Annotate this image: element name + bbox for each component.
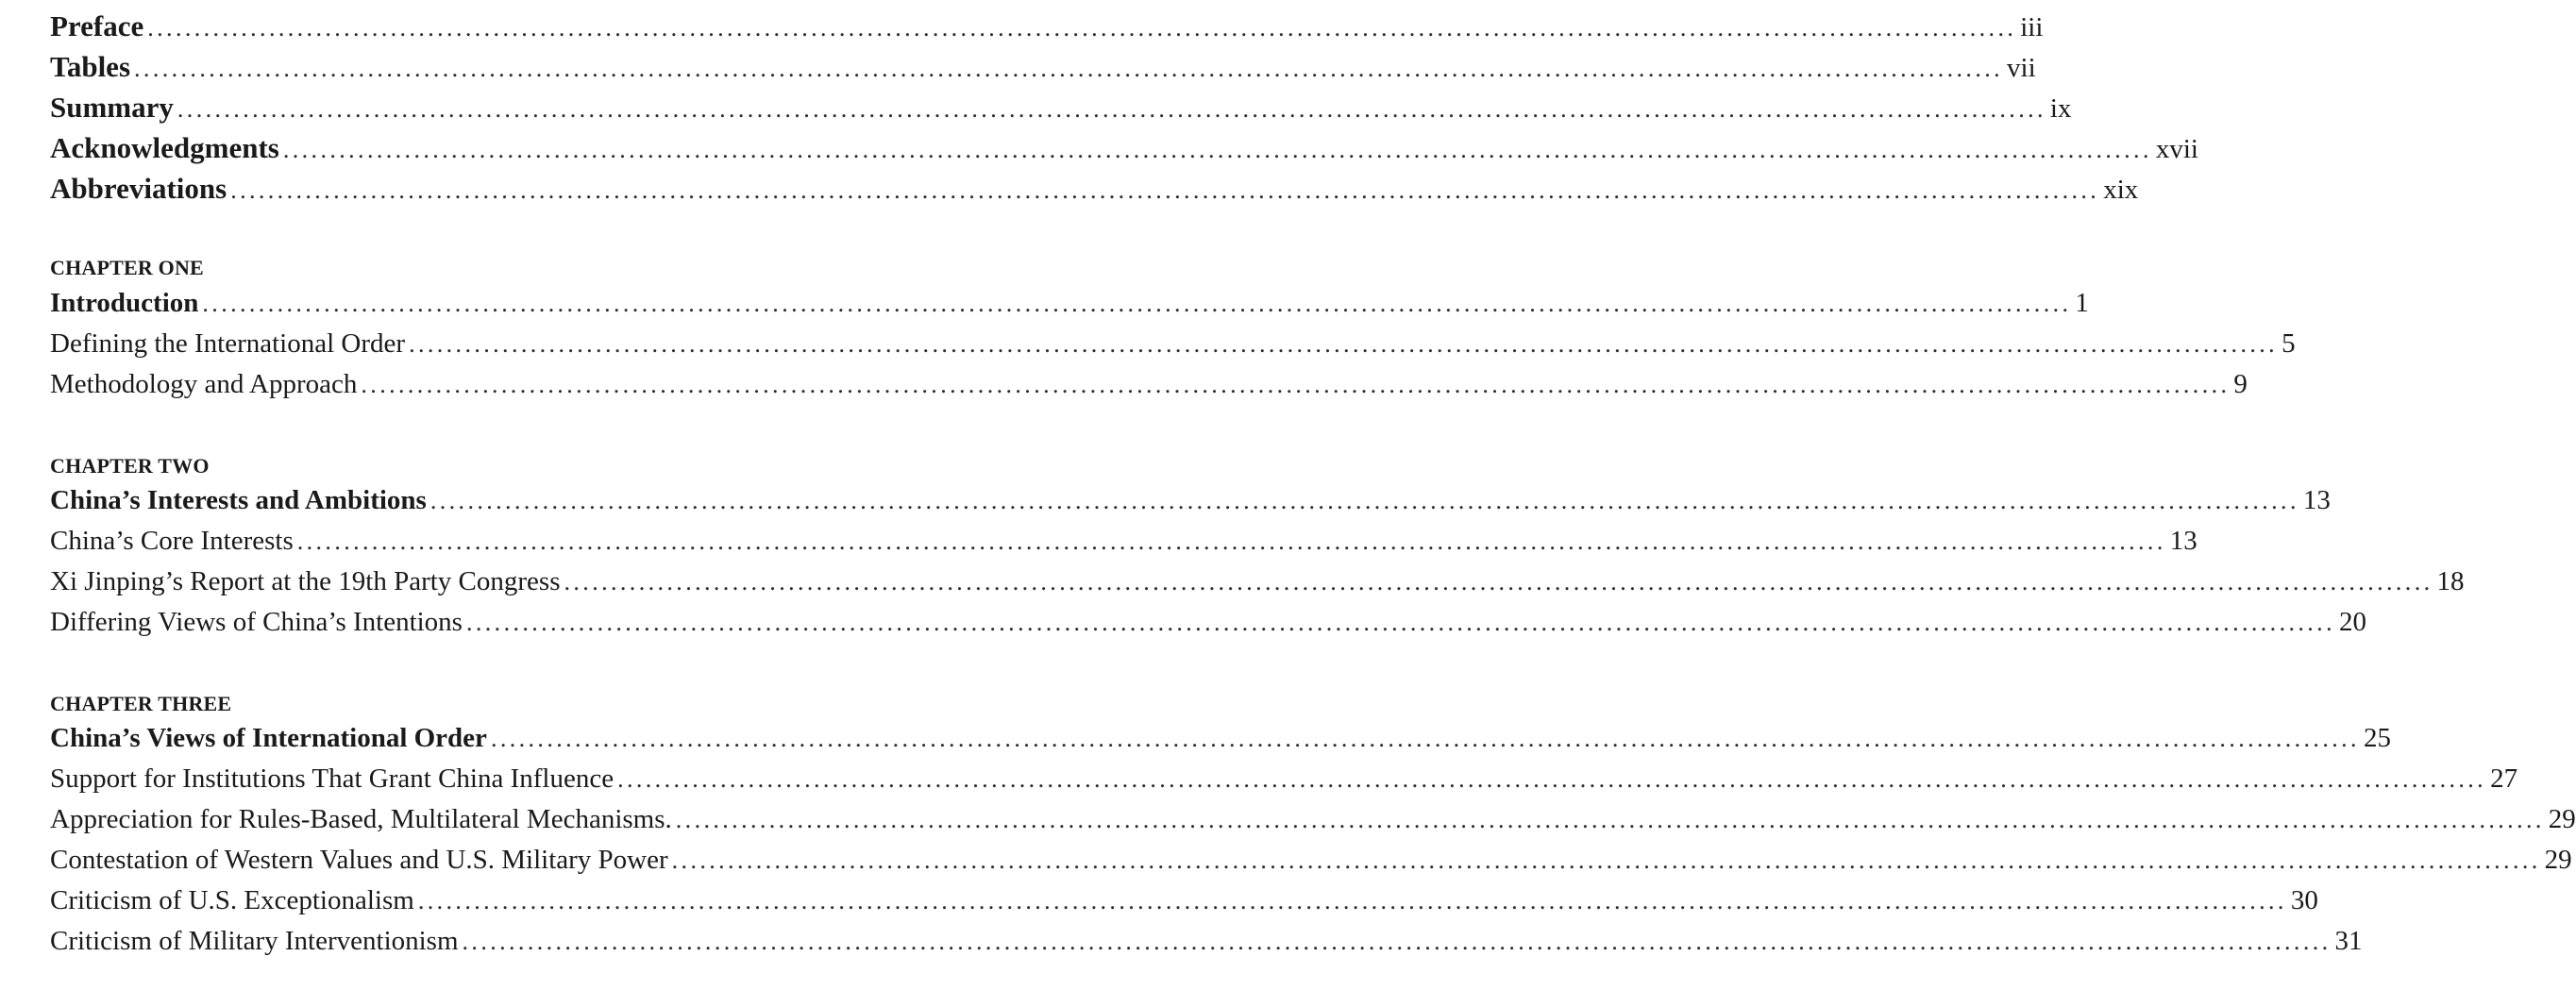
dot-leader: ........................................................................................................................................................................................................ bbox=[462, 928, 2332, 955]
toc-entry-preface[interactable] bbox=[50, 9, 2044, 47]
dot-leader: ........................................................................................................................................................................................................ bbox=[134, 55, 2004, 82]
toc-entry-title: Introduction bbox=[50, 288, 199, 318]
dot-leader: ........................................................................................................................................................................................................ bbox=[465, 609, 2335, 636]
toc-entry-page: 13 bbox=[2302, 485, 2331, 515]
chapter-label: CHAPTER THREE bbox=[50, 692, 232, 715]
toc-entry-page: 27 bbox=[2490, 763, 2518, 794]
dot-leader: ........................................................................................................................................................................................................ bbox=[671, 847, 2541, 874]
toc-entry-title: China’s Core Interests bbox=[50, 526, 294, 556]
toc-entry-page: ix bbox=[2049, 93, 2072, 124]
toc-entry-section[interactable] bbox=[50, 369, 2248, 407]
dot-leader: ........................................................................................................................................................................................................ bbox=[230, 176, 2100, 204]
toc-entry-title: Defining the International Order bbox=[50, 328, 406, 359]
dot-leader: ........................................................................................................................................................................................................ bbox=[147, 14, 2017, 42]
dot-leader: ........................................................................................................................................................................................................ bbox=[202, 290, 2072, 317]
toc-entry-page: 1 bbox=[2075, 288, 2089, 318]
toc-entry-chapter-title[interactable] bbox=[50, 723, 2391, 761]
toc-entry-title: Methodology and Approach bbox=[50, 369, 358, 399]
toc-entry-title: Acknowledgments bbox=[50, 131, 279, 164]
toc-entry-page: 13 bbox=[2169, 526, 2197, 556]
toc-entry-title: Tables bbox=[50, 50, 131, 83]
toc-entry-title: China’s Views of International Order bbox=[50, 723, 487, 753]
toc-entry-title: Xi Jinping’s Report at the 19th Party Congress bbox=[50, 566, 561, 596]
toc-entry-section[interactable] bbox=[50, 763, 2518, 801]
toc-entry-tables[interactable] bbox=[50, 50, 2036, 88]
toc-entry-page: 9 bbox=[2233, 369, 2248, 399]
toc-entry-section[interactable] bbox=[50, 526, 2197, 563]
toc-entry-section[interactable] bbox=[50, 845, 2572, 882]
toc-entry-title: Support for Institutions That Grant China Influence bbox=[50, 763, 615, 794]
dot-leader: ........................................................................................................................................................................................................ bbox=[617, 765, 2487, 793]
toc-entry-title: Appreciation for Rules-Based, Multilateral Mechanisms. bbox=[50, 804, 672, 834]
toc-entry-title: China’s Interests and Ambitions bbox=[50, 485, 427, 515]
toc-entry-title: Differing Views of China’s Intentions bbox=[50, 607, 463, 637]
toc-entry-chapter-title[interactable] bbox=[50, 288, 2089, 326]
toc-entry-section[interactable] bbox=[50, 566, 2465, 604]
toc-entry-title: Preface bbox=[50, 9, 144, 42]
dot-leader: ........................................................................................................................................................................................................ bbox=[429, 487, 2299, 514]
toc-entry-page: iii bbox=[2020, 12, 2044, 42]
toc-entry-chapter-title[interactable] bbox=[50, 485, 2331, 523]
toc-entry-page: xvii bbox=[2155, 134, 2198, 164]
toc-entry-section[interactable] bbox=[50, 885, 2318, 923]
chapter-label: CHAPTER TWO bbox=[50, 454, 210, 478]
dot-leader: ........................................................................................................................................................................................................ bbox=[564, 568, 2433, 596]
dot-leader: ........................................................................................................................................................................................................ bbox=[490, 725, 2360, 752]
dot-leader: ........................................................................................................................................................................................................ bbox=[409, 330, 2279, 358]
toc-entry-section[interactable] bbox=[50, 607, 2366, 645]
toc-entry-section[interactable] bbox=[50, 926, 2363, 964]
dot-leader: ........................................................................................................................................................................................................ bbox=[282, 136, 2152, 163]
toc-entry-acknowledgments[interactable] bbox=[50, 131, 2198, 169]
toc-entry-title: Criticism of U.S. Exceptionalism bbox=[50, 885, 414, 915]
toc-entry-title: Contestation of Western Values and U.S. Military Power bbox=[50, 845, 668, 875]
toc-entry-section[interactable] bbox=[50, 804, 2576, 842]
toc-entry-page: 29 bbox=[2544, 845, 2572, 875]
toc-entry-page: 20 bbox=[2338, 607, 2366, 637]
chapter-label: CHAPTER ONE bbox=[50, 256, 204, 279]
toc-entry-section[interactable] bbox=[50, 328, 2296, 366]
dot-leader: ........................................................................................................................................................................................................ bbox=[675, 806, 2545, 833]
toc-entry-summary[interactable] bbox=[50, 91, 2072, 128]
toc-entry-title: Criticism of Military Interventionism bbox=[50, 926, 459, 956]
toc-entry-title: Abbreviations bbox=[50, 172, 227, 205]
dot-leader: ........................................................................................................................................................................................................ bbox=[177, 95, 2046, 123]
dot-leader: ........................................................................................................................................................................................................ bbox=[361, 371, 2231, 398]
toc-entry-page: 31 bbox=[2334, 926, 2363, 956]
toc-entry-page: 18 bbox=[2436, 566, 2465, 596]
toc-entry-page: vii bbox=[2007, 53, 2036, 83]
dot-leader: ........................................................................................................................................................................................................ bbox=[417, 887, 2287, 914]
dot-leader: ........................................................................................................................................................................................................ bbox=[296, 528, 2166, 555]
toc-entry-abbreviations[interactable] bbox=[50, 172, 2139, 210]
toc-entry-page: xix bbox=[2103, 175, 2139, 205]
toc-entry-page: 25 bbox=[2363, 723, 2391, 753]
toc-entry-page: 30 bbox=[2290, 885, 2318, 915]
toc-entry-page: 29 bbox=[2548, 804, 2576, 834]
toc-entry-title: Summary bbox=[50, 91, 174, 124]
toc-entry-page: 5 bbox=[2281, 328, 2296, 359]
